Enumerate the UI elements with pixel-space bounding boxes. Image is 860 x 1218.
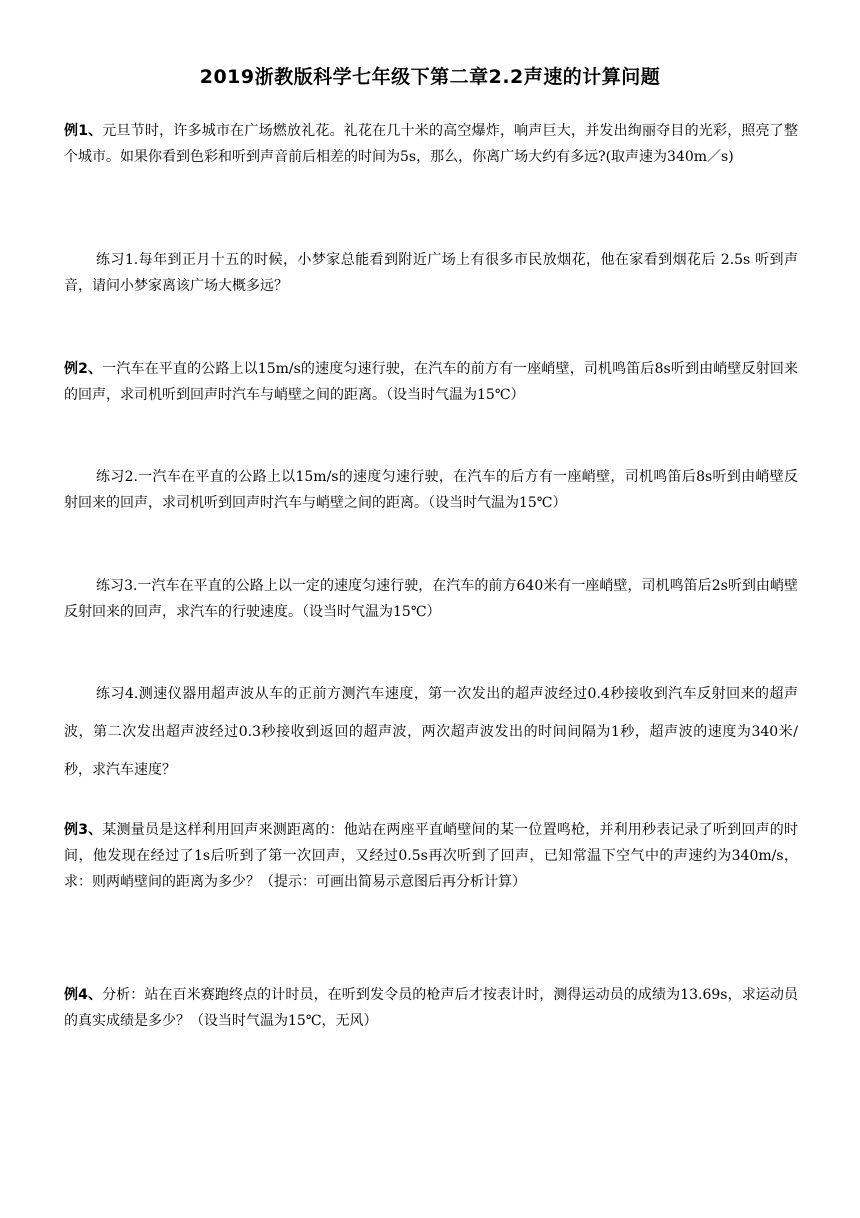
- page-title: 2019浙教版科学七年级下第二章2.2声速的计算问题: [199, 66, 661, 88]
- example-text: 一汽车在平直的公路上以15m/s的速度匀速行驶，在汽车的前方有一座峭壁，司机鸣笛后8s听到由峭壁反射回来的回声，求司机听到回声时汽车与峭壁之间的距离。（设当时气温为15℃）: [64, 361, 798, 403]
- example-separator: 、: [87, 987, 103, 1003]
- example-separator: 、: [87, 361, 103, 377]
- example-2: [64, 356, 798, 408]
- example-label: 例3: [64, 822, 88, 838]
- exercise-text: 练习3.一汽车在平直的公路上以一定的速度匀速行驶，在汽车的前方640米有一座峭壁，司机鸣笛后2s听到由峭壁反射回来的回声，求汽车的行驶速度。（设当时气温为15℃）: [64, 578, 798, 620]
- example-4: [64, 982, 798, 1034]
- exercise-2: [64, 464, 798, 516]
- exercise-1: [64, 247, 798, 299]
- example-3: [64, 817, 798, 895]
- example-text: 分析：站在百米赛跑终点的计时员，在听到发令员的枪声后才按表计时，测得运动员的成绩为13.69s，求运动员的真实成绩是多少？（设当时气温为15℃，无风）: [64, 987, 799, 1029]
- exercise-text: 练习4.测速仪器用超声波从车的正前方测汽车速度，第一次发出的超声波经过0.4秒接收到汽车反射回来的超声波，第二次发出超声波经过0.3秒接收到返回的超声波，两次超声波发出的时间间隔为1秒，超声波的速度为340米/秒，求汽车速度？: [64, 686, 798, 778]
- example-label: 例4: [64, 987, 88, 1003]
- example-separator: 、: [87, 822, 103, 838]
- exercise-text: 练习1.每年到正月十五的时候，小梦家总能看到附近广场上有很多市民放烟花，他在家看到烟花后 2.5s 听到声音，请问小梦家离该广场大概多远？: [64, 252, 798, 294]
- example-separator: 、: [87, 123, 103, 139]
- example-label: 例2: [64, 361, 88, 377]
- example-text: 某测量员是这样利用回声来测距离的：他站在两座平直峭壁间的某一位置鸣枪，并利用秒表记录了听到回声的时间，他发现在经过了1s后听到了第一次回声，又经过0.5s再次听到了回声，已知常温下空气中的声速约为340m/s，求：则两峭壁间的距离为多少？（提示：可画出简易示意图后再分析计算）: [64, 822, 799, 890]
- exercise-3: [64, 573, 798, 625]
- example-1: [64, 118, 798, 170]
- example-text: 元旦节时，许多城市在广场燃放礼花。礼花在几十米的高空爆炸，响声巨大，并发出绚丽夺目的光彩，照亮了整个城市。如果你看到色彩和听到声音前后相差的时间为5s，那么，你离广场大约有多远?(取声速为340m／s): [64, 123, 799, 165]
- exercise-4: [64, 675, 798, 789]
- example-label: 例1: [64, 123, 88, 139]
- exercise-text: 练习2.一汽车在平直的公路上以15m/s的速度匀速行驶，在汽车的后方有一座峭壁，司机鸣笛后8s听到由峭壁反射回来的回声，求司机听到回声时汽车与峭壁之间的距离。（设当时气温为15℃）: [64, 469, 798, 511]
